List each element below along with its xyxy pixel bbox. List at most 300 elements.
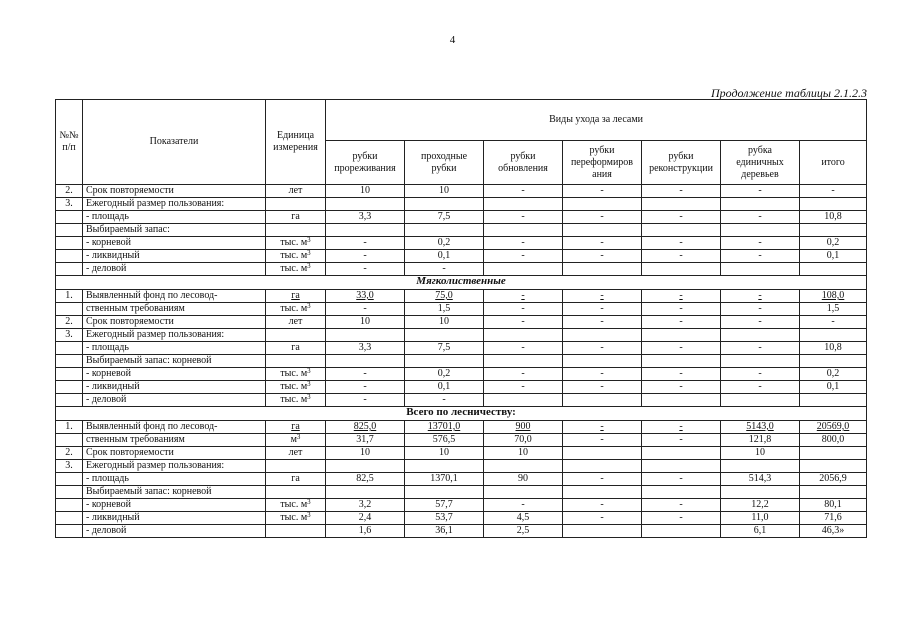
row-indicator-text: Ежегодный размер пользования: xyxy=(86,198,225,209)
value-cell xyxy=(484,473,563,486)
row-unit xyxy=(266,355,326,368)
value-cell xyxy=(721,499,800,512)
row-unit-text: тыс. м xyxy=(280,303,308,314)
value-cell xyxy=(642,512,721,525)
value-cell xyxy=(563,499,642,512)
row-unit xyxy=(266,303,326,316)
value-cell xyxy=(642,290,721,303)
value-cell xyxy=(642,447,721,460)
row-unit xyxy=(266,342,326,355)
section-title: Всего по лесничеству: xyxy=(56,407,867,421)
header-sub: проходные рубки xyxy=(405,141,484,185)
value-cell xyxy=(642,250,721,263)
value-cell xyxy=(642,473,721,486)
value-cell xyxy=(405,486,484,499)
row-indicator-text: Выбираемый запас: xyxy=(86,224,170,235)
row-indicator xyxy=(83,303,266,316)
value-cell xyxy=(405,434,484,447)
row-unit-text: га xyxy=(291,211,300,222)
value-cell xyxy=(563,447,642,460)
value-cell xyxy=(800,198,867,211)
value-cell xyxy=(800,263,867,276)
row-unit xyxy=(266,185,326,198)
value-cell xyxy=(563,460,642,473)
value-cell-text: - xyxy=(600,185,604,196)
value-cell-text: 90 xyxy=(518,473,528,484)
row-number xyxy=(56,316,83,329)
table-row xyxy=(56,263,867,276)
row-unit xyxy=(266,447,326,460)
value-cell xyxy=(721,211,800,224)
table-row xyxy=(56,486,867,499)
cubic-superscript: 3 xyxy=(307,380,311,388)
row-indicator xyxy=(83,224,266,237)
value-cell xyxy=(642,499,721,512)
value-cell xyxy=(642,237,721,250)
row-number xyxy=(56,342,83,355)
value-cell-text: - xyxy=(679,185,683,196)
value-cell xyxy=(721,237,800,250)
row-number-text: 3. xyxy=(65,198,73,209)
row-indicator-text: Ежегодный размер пользования: xyxy=(86,460,225,471)
row-unit xyxy=(266,198,326,211)
row-unit-text: м xyxy=(290,434,297,445)
value-cell xyxy=(800,447,867,460)
value-cell xyxy=(484,250,563,263)
value-cell xyxy=(800,434,867,447)
value-cell xyxy=(484,198,563,211)
row-unit xyxy=(266,460,326,473)
row-number xyxy=(56,447,83,460)
value-cell-text: 11,0 xyxy=(751,512,769,523)
value-cell-text: - xyxy=(600,381,604,392)
value-cell xyxy=(563,224,642,237)
cubic-superscript: 3 xyxy=(307,249,311,257)
value-cell-text: 3,3 xyxy=(358,211,372,222)
value-cell xyxy=(721,342,800,355)
value-cell xyxy=(563,525,642,538)
row-unit-text: га xyxy=(291,290,300,301)
value-cell-text: 0,2 xyxy=(826,237,840,248)
value-cell-text: 5143,0 xyxy=(746,421,774,432)
value-cell xyxy=(563,512,642,525)
value-cell-text: 121,8 xyxy=(748,434,772,445)
value-cell-text: 4,5 xyxy=(516,512,530,523)
value-cell xyxy=(800,342,867,355)
value-cell xyxy=(405,460,484,473)
row-unit xyxy=(266,329,326,342)
value-cell xyxy=(405,447,484,460)
value-cell xyxy=(405,525,484,538)
row-indicator-text: - ликвидный xyxy=(86,381,140,392)
value-cell xyxy=(405,342,484,355)
value-cell-text: - xyxy=(679,512,683,523)
row-indicator xyxy=(83,329,266,342)
value-cell xyxy=(563,329,642,342)
table-row xyxy=(56,460,867,473)
value-cell xyxy=(405,381,484,394)
value-cell-text: - xyxy=(521,316,525,327)
row-unit-text: лет xyxy=(288,316,303,327)
value-cell xyxy=(642,381,721,394)
value-cell xyxy=(484,486,563,499)
table-row xyxy=(56,290,867,303)
value-cell-text: - xyxy=(363,368,367,379)
value-cell-text: - xyxy=(363,250,367,261)
row-number xyxy=(56,237,83,250)
value-cell xyxy=(563,355,642,368)
row-indicator xyxy=(83,211,266,224)
value-cell-text: 36,1 xyxy=(435,525,453,536)
value-cell-text: 13701,0 xyxy=(427,421,461,432)
row-indicator-text: - корневой xyxy=(86,368,131,379)
value-cell xyxy=(405,368,484,381)
value-cell-text: - xyxy=(679,316,683,327)
table-row xyxy=(56,525,867,538)
row-indicator-text: ственным требованиям xyxy=(86,303,185,314)
value-cell-text: - xyxy=(758,316,762,327)
header-sub: рубки реконструкции xyxy=(642,141,721,185)
row-unit xyxy=(266,250,326,263)
row-unit xyxy=(266,211,326,224)
value-cell-text: - xyxy=(521,211,525,222)
value-cell-text: - xyxy=(600,250,604,261)
row-indicator-text: Выбираемый запас: корневой xyxy=(86,355,212,366)
row-number xyxy=(56,512,83,525)
value-cell xyxy=(405,224,484,237)
value-cell-text: - xyxy=(758,211,762,222)
value-cell xyxy=(484,316,563,329)
value-cell xyxy=(721,473,800,486)
value-cell xyxy=(721,250,800,263)
table-row xyxy=(56,316,867,329)
value-cell-text: - xyxy=(600,421,604,432)
value-cell xyxy=(484,368,563,381)
value-cell xyxy=(326,447,405,460)
value-cell-text: - xyxy=(758,303,762,314)
value-cell xyxy=(800,224,867,237)
row-unit xyxy=(266,316,326,329)
value-cell-text: - xyxy=(679,368,683,379)
value-cell xyxy=(800,250,867,263)
value-cell xyxy=(405,290,484,303)
row-indicator-text: - корневой xyxy=(86,237,131,248)
page-number: 4 xyxy=(449,34,456,46)
row-indicator xyxy=(83,434,266,447)
row-indicator-text: - площадь xyxy=(86,342,129,353)
value-cell-text: 514,3 xyxy=(748,473,772,484)
value-cell xyxy=(642,368,721,381)
row-unit xyxy=(266,224,326,237)
cubic-superscript: 3 xyxy=(307,498,311,506)
row-indicator-text: - ликвидный xyxy=(86,512,140,523)
value-cell xyxy=(563,342,642,355)
row-unit-text: га xyxy=(291,473,300,484)
value-cell xyxy=(405,211,484,224)
row-unit-text: лет xyxy=(288,185,303,196)
row-indicator xyxy=(83,394,266,407)
value-cell xyxy=(563,290,642,303)
value-cell-text: 1,6 xyxy=(358,525,372,536)
value-cell-text: 10,8 xyxy=(824,342,842,353)
value-cell xyxy=(326,486,405,499)
value-cell xyxy=(642,224,721,237)
value-cell-text: - xyxy=(363,237,367,248)
table-row xyxy=(56,394,867,407)
value-cell xyxy=(800,473,867,486)
value-cell-text: 0,2 xyxy=(437,368,451,379)
value-cell-text: - xyxy=(679,237,683,248)
table-row xyxy=(56,434,867,447)
value-cell-text: 2056,9 xyxy=(819,473,847,484)
value-cell-text: - xyxy=(758,368,762,379)
value-cell-text: - xyxy=(521,303,525,314)
value-cell xyxy=(405,250,484,263)
value-cell-text: 576,5 xyxy=(432,434,456,445)
row-unit xyxy=(266,473,326,486)
table-row xyxy=(56,473,867,486)
row-indicator xyxy=(83,381,266,394)
value-cell-text: - xyxy=(363,263,367,274)
value-cell-text: 3,3 xyxy=(358,342,372,353)
row-number xyxy=(56,525,83,538)
value-cell xyxy=(800,355,867,368)
section-title: Мягколиственные xyxy=(56,276,867,290)
table-row xyxy=(56,342,867,355)
cubic-superscript: 3 xyxy=(307,236,311,244)
value-cell xyxy=(563,394,642,407)
row-number xyxy=(56,185,83,198)
value-cell xyxy=(563,434,642,447)
value-cell-text: - xyxy=(442,394,446,405)
cubic-superscript: 3 xyxy=(307,393,311,401)
value-cell xyxy=(642,316,721,329)
value-cell xyxy=(800,499,867,512)
value-cell-text: 31,7 xyxy=(356,434,374,445)
value-cell xyxy=(405,316,484,329)
row-unit xyxy=(266,525,326,538)
table-row xyxy=(56,198,867,211)
value-cell-text: 108,0 xyxy=(821,290,845,301)
value-cell xyxy=(484,303,563,316)
value-cell xyxy=(484,434,563,447)
row-indicator-text: - корневой xyxy=(86,499,131,510)
value-cell-text: - xyxy=(363,381,367,392)
row-indicator xyxy=(83,447,266,460)
value-cell xyxy=(721,263,800,276)
value-cell-text: - xyxy=(600,499,604,510)
value-cell-text: 10 xyxy=(518,447,528,458)
value-cell xyxy=(800,381,867,394)
value-cell-text: - xyxy=(831,316,835,327)
value-cell-text: 825,0 xyxy=(353,421,377,432)
value-cell-text: 0,1 xyxy=(826,250,840,261)
value-cell xyxy=(800,421,867,434)
value-cell xyxy=(484,355,563,368)
value-cell xyxy=(800,237,867,250)
value-cell xyxy=(800,185,867,198)
table-row xyxy=(56,421,867,434)
value-cell xyxy=(405,421,484,434)
row-indicator xyxy=(83,421,266,434)
table-row xyxy=(56,224,867,237)
value-cell-text: 10,8 xyxy=(824,211,842,222)
value-cell xyxy=(563,185,642,198)
value-cell xyxy=(484,342,563,355)
value-cell xyxy=(326,512,405,525)
row-number xyxy=(56,394,83,407)
table-row xyxy=(56,447,867,460)
value-cell xyxy=(326,211,405,224)
row-number-text: 2. xyxy=(65,447,73,458)
row-number xyxy=(56,263,83,276)
value-cell-text: - xyxy=(831,185,835,196)
row-indicator xyxy=(83,512,266,525)
value-cell-text: - xyxy=(363,394,367,405)
value-cell xyxy=(642,525,721,538)
value-cell xyxy=(800,512,867,525)
row-indicator-text: - деловой xyxy=(86,525,127,536)
header-indicator: Показатели xyxy=(83,100,266,185)
value-cell-text: - xyxy=(679,434,683,445)
value-cell xyxy=(721,486,800,499)
value-cell xyxy=(800,290,867,303)
row-indicator xyxy=(83,499,266,512)
row-number-text: 2. xyxy=(65,185,73,196)
cubic-superscript: 3 xyxy=(296,433,301,441)
table-row xyxy=(56,499,867,512)
value-cell xyxy=(721,355,800,368)
table-row xyxy=(56,381,867,394)
value-cell xyxy=(800,316,867,329)
value-cell xyxy=(642,263,721,276)
value-cell xyxy=(563,486,642,499)
value-cell xyxy=(721,447,800,460)
row-number-text: 1. xyxy=(65,290,73,301)
value-cell xyxy=(405,329,484,342)
value-cell xyxy=(721,290,800,303)
value-cell xyxy=(484,525,563,538)
header-row xyxy=(56,100,867,141)
value-cell-text: - xyxy=(600,434,604,445)
value-cell-text: 70,0 xyxy=(514,434,532,445)
value-cell xyxy=(721,329,800,342)
row-indicator xyxy=(83,185,266,198)
value-cell xyxy=(721,185,800,198)
value-cell-text: - xyxy=(521,290,525,301)
value-cell xyxy=(326,381,405,394)
value-cell xyxy=(405,263,484,276)
value-cell-text: 57,7 xyxy=(435,499,453,510)
value-cell-text: - xyxy=(600,473,604,484)
value-cell xyxy=(800,394,867,407)
row-number xyxy=(56,460,83,473)
value-cell-text: 900 xyxy=(515,421,531,432)
value-cell xyxy=(326,342,405,355)
value-cell xyxy=(326,421,405,434)
value-cell xyxy=(405,394,484,407)
value-cell xyxy=(721,421,800,434)
row-indicator-text: - деловой xyxy=(86,394,127,405)
row-indicator-text: - ликвидный xyxy=(86,250,140,261)
value-cell xyxy=(800,303,867,316)
value-cell xyxy=(563,316,642,329)
value-cell-text: 71,6 xyxy=(824,512,842,523)
value-cell-text: - xyxy=(758,342,762,353)
row-unit-text: лет xyxy=(288,447,303,458)
value-cell-text: - xyxy=(600,368,604,379)
value-cell xyxy=(405,198,484,211)
value-cell-text: 20569,0 xyxy=(816,421,850,432)
value-cell xyxy=(642,394,721,407)
value-cell-text: 3,2 xyxy=(358,499,372,510)
value-cell-text: - xyxy=(679,381,683,392)
row-unit xyxy=(266,394,326,407)
row-indicator-text: Выявленный фонд по лесовод- xyxy=(86,421,218,432)
header-unit: Единица измерения xyxy=(266,100,326,185)
value-cell xyxy=(326,185,405,198)
row-unit-text: тыс. м xyxy=(280,263,308,274)
row-number xyxy=(56,355,83,368)
forest-care-table xyxy=(55,99,867,538)
value-cell-text: - xyxy=(679,499,683,510)
value-cell-text: - xyxy=(442,263,446,274)
value-cell xyxy=(484,237,563,250)
value-cell-text: - xyxy=(521,185,525,196)
row-indicator xyxy=(83,290,266,303)
value-cell xyxy=(326,368,405,381)
row-indicator xyxy=(83,250,266,263)
value-cell-text: 82,5 xyxy=(356,473,374,484)
value-cell-text: - xyxy=(521,381,525,392)
row-indicator xyxy=(83,355,266,368)
row-number xyxy=(56,499,83,512)
cubic-superscript: 3 xyxy=(307,262,311,270)
value-cell-text: - xyxy=(600,237,604,248)
value-cell-text: - xyxy=(521,342,525,353)
section-row xyxy=(56,276,867,290)
value-cell xyxy=(326,434,405,447)
value-cell-text: 80,1 xyxy=(824,499,842,510)
row-number xyxy=(56,434,83,447)
value-cell xyxy=(484,421,563,434)
value-cell xyxy=(642,434,721,447)
value-cell xyxy=(721,316,800,329)
header-sub: рубки прореживания xyxy=(326,141,405,185)
value-cell xyxy=(642,185,721,198)
row-unit xyxy=(266,499,326,512)
row-unit xyxy=(266,368,326,381)
value-cell-text: 46,3» xyxy=(821,525,845,536)
value-cell xyxy=(405,185,484,198)
value-cell xyxy=(326,224,405,237)
value-cell xyxy=(405,512,484,525)
table-row xyxy=(56,512,867,525)
value-cell xyxy=(563,368,642,381)
value-cell xyxy=(326,473,405,486)
value-cell-text: - xyxy=(758,290,762,301)
row-indicator xyxy=(83,525,266,538)
row-unit-text: тыс. м xyxy=(280,250,308,261)
table-row xyxy=(56,355,867,368)
value-cell xyxy=(326,237,405,250)
value-cell xyxy=(800,486,867,499)
table-row xyxy=(56,303,867,316)
row-unit xyxy=(266,237,326,250)
table-row xyxy=(56,185,867,198)
header-sub: рубки обновления xyxy=(484,141,563,185)
row-indicator xyxy=(83,460,266,473)
